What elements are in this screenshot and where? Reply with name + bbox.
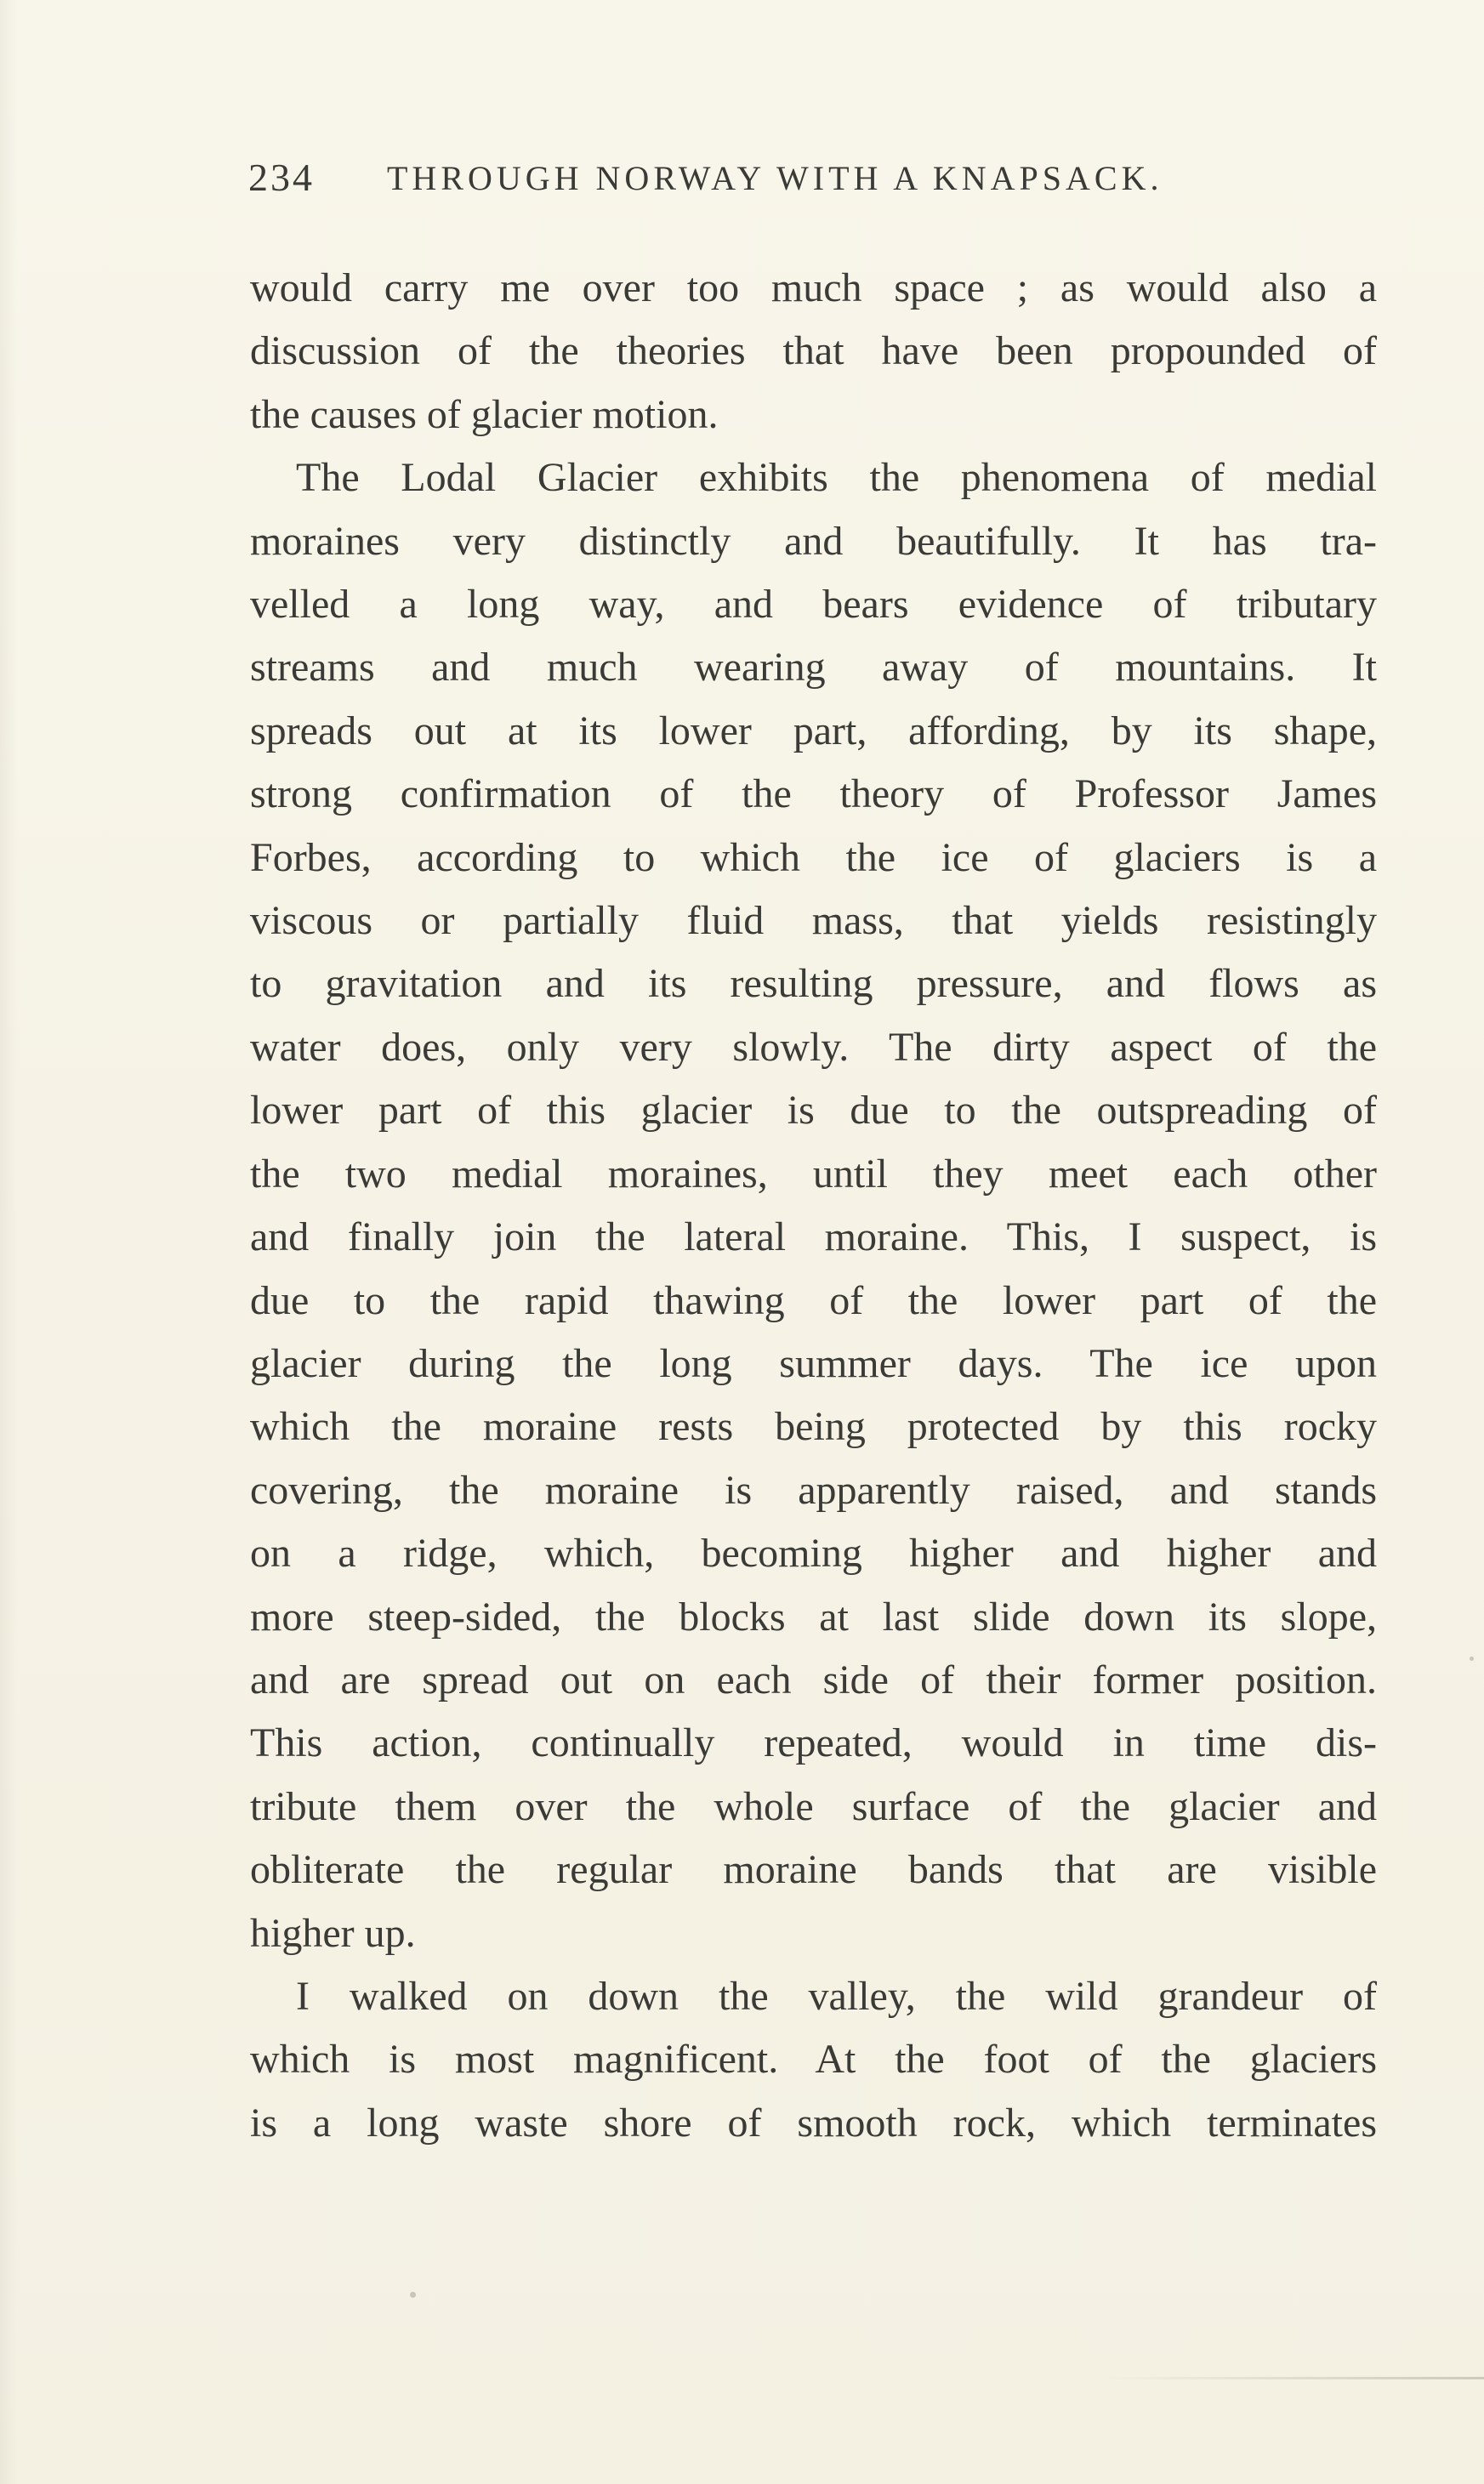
text-line: streams and much wearing away of mountains. It bbox=[250, 645, 1377, 691]
text-line: water does, only very slowly. The dirty aspect of the bbox=[250, 1024, 1377, 1070]
page-number: 234 bbox=[248, 156, 315, 199]
text-line: and are spread out on each side of their former position. bbox=[250, 1657, 1377, 1702]
text-line: would carry me over too much space ; as would also a bbox=[250, 265, 1377, 310]
text-line: discussion of the theories that have been propounded of bbox=[250, 328, 1377, 374]
text-line: strong confirmation of the theory of Professor James bbox=[250, 771, 1377, 817]
text-line: and finally join the lateral moraine. This, I suspect, is bbox=[250, 1214, 1377, 1260]
text-line: This action, continually repeated, would in time dis- bbox=[250, 1720, 1377, 1766]
text-line: covering, the moraine is apparently raised, and stands bbox=[250, 1467, 1377, 1513]
text-line: I walked on down the valley, the wild grandeur of bbox=[296, 1973, 1377, 2019]
body-text bbox=[250, 257, 1377, 2155]
text-line: due to the rapid thawing of the lower part of the bbox=[250, 1277, 1377, 1323]
paper-speck bbox=[1470, 1657, 1474, 1661]
text-line: to gravitation and its resulting pressure, and flows as bbox=[250, 961, 1377, 1007]
page-edge-mark bbox=[1097, 2377, 1484, 2379]
text-line: which is most magnificent. At the foot of the glaciers bbox=[250, 2037, 1377, 2083]
text-line: is a long waste shore of smooth rock, which terminates bbox=[250, 2100, 1377, 2146]
gutter-shadow bbox=[0, 0, 17, 2484]
text-line: lower part of this glacier is due to the outspreading of bbox=[250, 1088, 1377, 1134]
paragraph-2 bbox=[250, 446, 1377, 1965]
text-line: obliterate the regular moraine bands that are visible bbox=[250, 1847, 1377, 1893]
text-line: velled a long way, and bears evidence of tributary bbox=[250, 582, 1377, 628]
text-line: moraines very distinctly and beautifully. It has tra- bbox=[250, 518, 1377, 564]
text-line: the causes of glacier motion. bbox=[250, 391, 719, 437]
text-line: viscous or partially fluid mass, that yields resistingly bbox=[250, 898, 1377, 944]
text-line: glacier during the long summer days. The ice upon bbox=[250, 1340, 1377, 1386]
running-title: THROUGH NORWAY WITH A KNAPSACK. bbox=[387, 159, 1163, 197]
paragraph-3 bbox=[250, 1965, 1377, 2155]
text-line: which the moraine rests being protected by this rocky bbox=[250, 1404, 1377, 1450]
text-line: higher up. bbox=[250, 1910, 416, 1956]
text-line: Forbes, according to which the ice of glaciers is a bbox=[250, 834, 1377, 880]
text-line: more steep-sided, the blocks at last slide down its slope, bbox=[250, 1594, 1377, 1640]
paragraph-1 bbox=[250, 257, 1377, 446]
text-line: tribute them over the whole surface of the glacier and bbox=[250, 1783, 1377, 1829]
text-line: The Lodal Glacier exhibits the phenomena of medial bbox=[296, 455, 1377, 501]
text-line: the two medial moraines, until they meet each other bbox=[250, 1151, 1377, 1197]
text-line: spreads out at its lower part, affording, by its shape, bbox=[250, 708, 1377, 753]
text-line: on a ridge, which, becoming higher and higher and bbox=[250, 1531, 1377, 1577]
page-header bbox=[248, 155, 1252, 223]
paper-speck bbox=[410, 2292, 416, 2298]
